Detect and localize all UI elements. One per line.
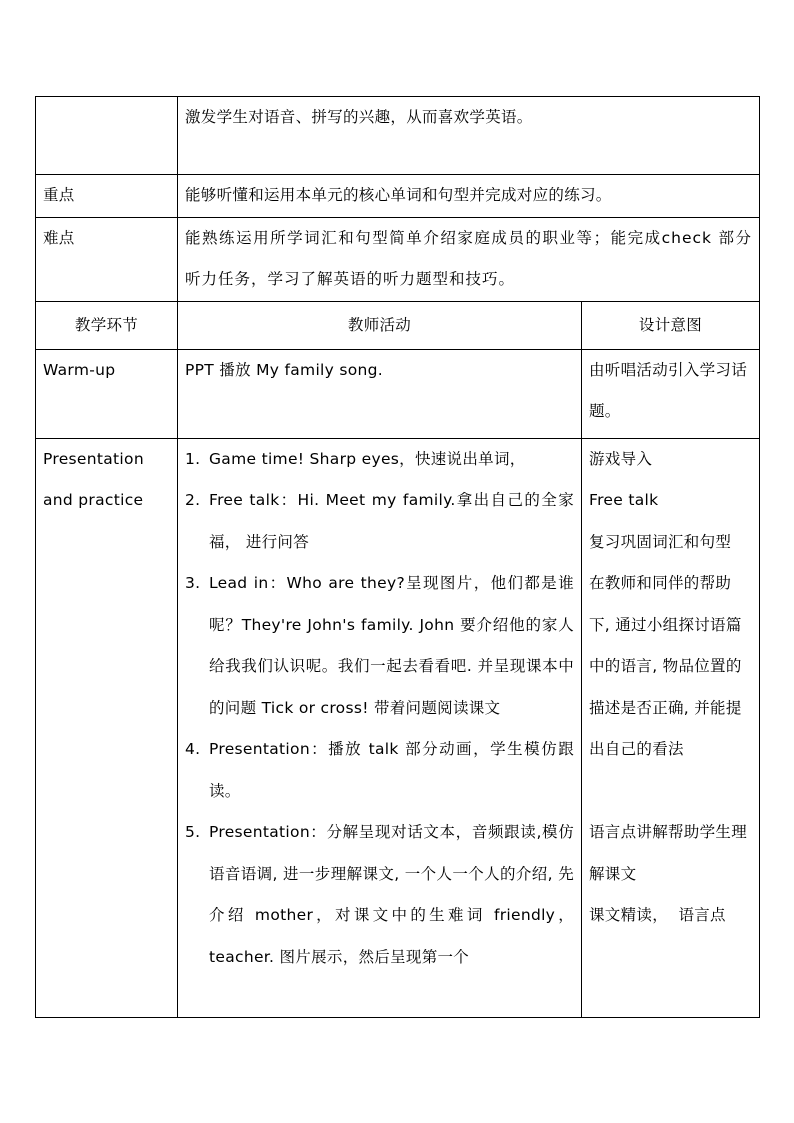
step-number: 3. xyxy=(185,574,201,592)
step-text: Presentation：分解呈现对话文本，音频跟读,模仿语音语调, 进一步理解课文, 一个人一个人的介绍, 先介绍 mother，对课文中的生难词 friendly，teacher. 图片展示，然后呈现第一个 xyxy=(209,823,574,966)
key-points-row xyxy=(36,175,760,218)
goal-label-cell xyxy=(36,97,178,175)
step-item xyxy=(185,439,574,481)
header-row xyxy=(36,301,760,349)
step-item xyxy=(185,480,574,563)
step-text: Lead in：Who are they?呈现图片，他们都是谁呢？They're John's family. John 要介绍他的家人给我我们认识呢。我们一起去看看吧. 并呈现课本中的问题 Tick or cross! 带着问题阅读课文 xyxy=(209,574,574,717)
presentation-design-intent xyxy=(582,438,760,1017)
step-text: Game time! Sharp eyes，快速说出单词， xyxy=(209,449,526,468)
difficulties-row xyxy=(36,217,760,301)
header-stage: 教学环节 xyxy=(36,301,178,349)
step-item xyxy=(185,563,574,729)
design-note: 课文精读， 语言点 xyxy=(589,906,726,924)
key-points-text: 能够听懂和运用本单元的核心单词和句型并完成对应的练习。 xyxy=(178,175,760,218)
design-note: Free talk xyxy=(589,491,659,509)
difficulties-label: 难点 xyxy=(36,217,178,301)
warmup-stage: Warm-up xyxy=(36,349,178,438)
header-teacher-activity: 教师活动 xyxy=(178,301,582,349)
lesson-plan-table xyxy=(35,96,760,1018)
step-number: 4. xyxy=(185,740,201,758)
design-note: 在教师和同伴的帮助下, 通过小组探讨语篇中的语言, 物品位置的描述是否正确, 并能提出自己的看法 xyxy=(589,574,742,758)
step-text: Free talk：Hi. Meet my family.拿出自己的全家福， 进行问答 xyxy=(209,491,574,551)
design-note: 语言点讲解帮助学生理解课文 xyxy=(589,823,748,883)
warmup-teacher-activity: PPT 播放 My family song. xyxy=(178,349,582,438)
design-note: 游戏导入 xyxy=(589,449,653,468)
step-number: 5. xyxy=(185,823,201,841)
goal-row xyxy=(36,97,760,175)
presentation-teacher-activity xyxy=(178,438,582,1017)
spacer xyxy=(589,771,752,813)
step-number: 2. xyxy=(185,491,201,509)
warmup-design-intent: 由听唱活动引入学习话题。 xyxy=(582,349,760,438)
goal-text: 激发学生对语音、拼写的兴趣，从而喜欢学英语。 xyxy=(178,97,760,175)
step-item xyxy=(185,729,574,812)
step-number: 1. xyxy=(185,449,201,468)
key-points-label: 重点 xyxy=(36,175,178,218)
presentation-row xyxy=(36,438,760,1017)
difficulties-text: 能熟练运用所学词汇和句型简单介绍家庭成员的职业等；能完成check 部分听力任务，学习了解英语的听力题型和技巧。 xyxy=(178,217,760,301)
step-item xyxy=(185,812,574,978)
warmup-row xyxy=(36,349,760,438)
steps-list xyxy=(185,439,574,979)
step-text: Presentation：播放 talk 部分动画，学生模仿跟读。 xyxy=(209,740,574,800)
presentation-stage: Presentation and practice xyxy=(36,438,178,1017)
design-note: 复习巩固词汇和句型 xyxy=(589,532,732,551)
header-design-intent: 设计意图 xyxy=(582,301,760,349)
